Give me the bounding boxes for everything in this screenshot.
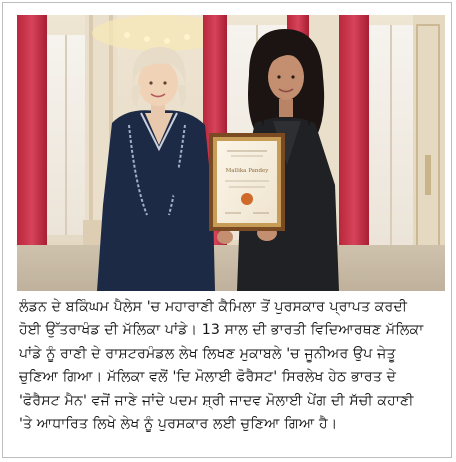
photo-illustration [17, 15, 445, 291]
caption-line-5: 'ਫੋਰੈਸਟ ਮੈਨ' ਵਜੋਂ ਜਾਣੇ ਜਾਂਦੇ ਪਦਮ ਸ਼੍ਰੀ ਜਾਦਵ ਮੋਲਾਈ ਪੇਂਗ ਦੀ ਸੱਚੀ ਕਹਾਣੀ [19, 392, 414, 409]
photo-caption [19, 296, 445, 436]
left-curtain [17, 15, 47, 245]
caption-line-4: ਚੁਣਿਆ ਗਿਆ। ਮੱਲਿਕਾ ਵਲੋਂ 'ਦਿ ਮੋਲਾਈ ਫੋਰੈਸਟ' ਸਿਰਲੇਖ ਹੇਠ ਭਾਰਤ ਦੇ [19, 369, 397, 386]
certificate-name: Mallika Pandey [225, 168, 269, 174]
caption-line-3: ਪਾਂਡੇ ਨੂੰ ਰਾਣੀ ਦੇ ਰਾਸ਼ਟਰਮੰਡਲ ਲੇਖ ਲਿਖਣ ਮੁਕਾਬਲੇ 'ਚ ਜੂਨੀਅਰ ਉਪ ਜੇਤੂ [19, 345, 396, 362]
floor [17, 245, 445, 291]
caption-line-6: 'ਤੇ ਆਧਾਰਿਤ ਲਿਖੇ ਲੇਖ ਨੂੰ ਪੁਰਸਕਾਰ ਲਈ ਚੁਣਿਆ ਗਿਆ ਹੈ। [19, 416, 338, 433]
certificate-frame [209, 133, 285, 231]
newspaper-clipping [2, 2, 452, 458]
caption-line-2: ਹੋਈ ਉੱਤਰਾਖੰਡ ਦੀ ਮੱਲਿਕਾ ਪਾਂਡੇ। 13 ਸਾਲ ਦੀ ਭਾਰਤੀ ਵਿਦਿਆਰਥਣ ਮੱਲਿਕਾ [19, 322, 424, 339]
right-curtain [339, 15, 369, 245]
news-photo [17, 15, 445, 291]
caption-line-1: ਲੰਡਨ ਦੇ ਬਕਿੰਘਮ ਪੈਲੇਸ 'ਚ ਮਹਾਰਾਣੀ ਕੈਮਿਲਾ ਤੋਂ ਪੁਰਸਕਾਰ ਪ੍ਰਾਪਤ ਕਰਦੀ [19, 299, 408, 315]
